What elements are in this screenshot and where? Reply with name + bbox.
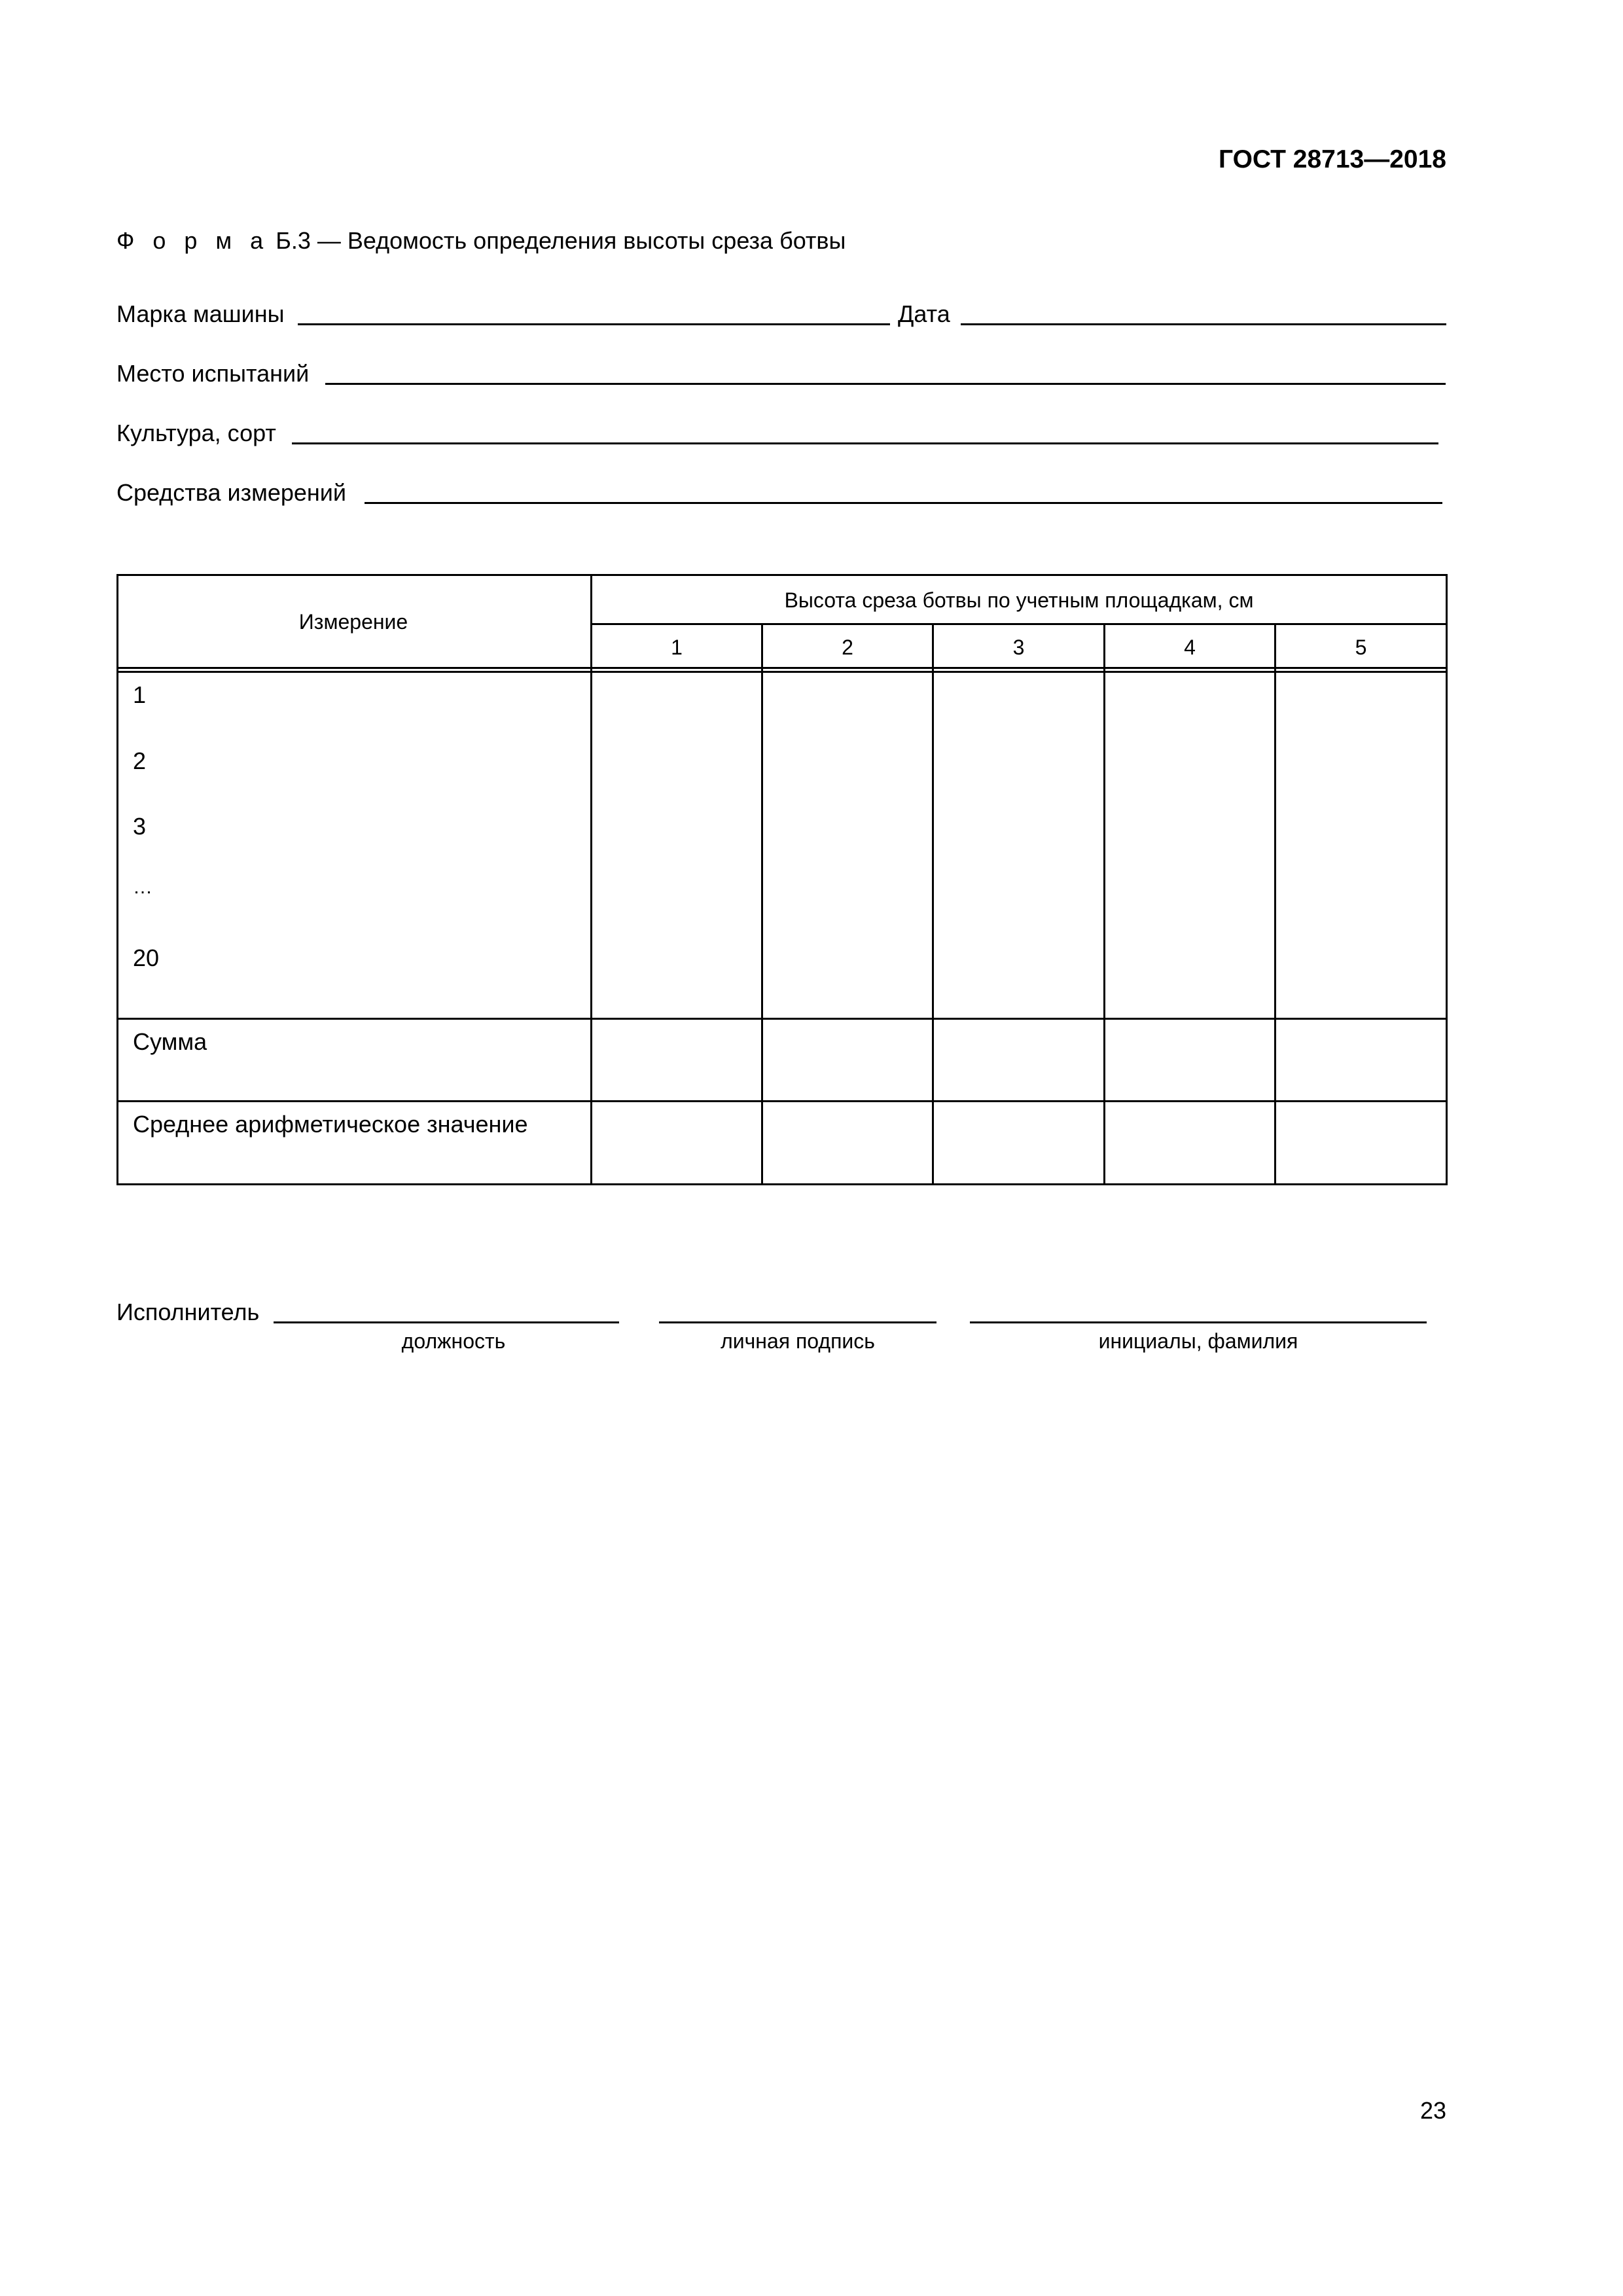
group-header: Высота среза ботвы по учетным площадкам, см [784,588,1254,612]
name-line[interactable] [970,1321,1427,1323]
sum-row-top-line [116,1018,1448,1020]
measuring-instruments-line[interactable] [365,502,1442,504]
measurement-table [116,574,1448,1187]
position-caption: должность [401,1329,506,1353]
sum-row-label: Сумма [133,1028,207,1055]
plot-column-divider [761,623,763,1185]
measurement-row-ellipsis: … [133,876,152,898]
measurement-row-label: 20 [133,944,160,971]
name-caption: инициалы, фамилия [1098,1329,1298,1353]
table-left-border [116,574,118,1185]
measurement-header: Измерение [298,610,408,634]
position-line[interactable] [274,1321,619,1323]
plot-column-header: 4 [1184,636,1196,659]
table-bottom-border [116,1183,1448,1185]
test-site-label: Место испытаний [116,360,310,387]
measuring-instruments-label: Средства измерений [116,479,347,506]
executor-label: Исполнитель [116,1299,260,1325]
plot-column-header: 1 [671,636,683,659]
header-bottom-line-2 [116,671,1448,673]
crop-variety-line[interactable] [292,442,1438,444]
page-number: 23 [1419,2097,1446,2124]
test-site-line[interactable] [325,383,1446,385]
machine-brand-line[interactable] [298,323,890,325]
header-group-divider [591,623,1448,625]
document-code: ГОСТ 28713—2018 [1219,145,1446,173]
plot-column-divider [1103,623,1105,1185]
mean-row-label: Среднее арифметическое значение [133,1111,528,1138]
measurement-row-label: 3 [133,813,147,840]
form-title-text: — Ведомость определения высоты среза ботвы [317,227,846,254]
measurement-column-divider [590,574,592,1185]
form-prefix: Ф о р м а [116,227,270,254]
signature-line[interactable] [659,1321,936,1323]
signature-caption: личная подпись [721,1329,875,1353]
table-top-border [116,574,1448,576]
plot-column-header: 5 [1355,636,1367,659]
form-title [116,229,846,253]
form-number: Б.3 [276,227,311,254]
table-right-border [1446,574,1448,1185]
plot-column-divider [1274,623,1276,1185]
header-bottom-line-1 [116,667,1448,669]
date-line[interactable] [961,323,1446,325]
measurement-row-label: 1 [133,681,147,708]
machine-brand-label: Марка машины [116,300,285,327]
crop-variety-label: Культура, сорт [116,420,276,446]
plot-column-header: 3 [1012,636,1025,659]
plot-column-header: 2 [842,636,853,659]
date-label: Дата [898,300,950,327]
mean-row-top-line [116,1100,1448,1102]
measurement-row-label: 2 [133,747,147,774]
plot-column-divider [932,623,934,1185]
